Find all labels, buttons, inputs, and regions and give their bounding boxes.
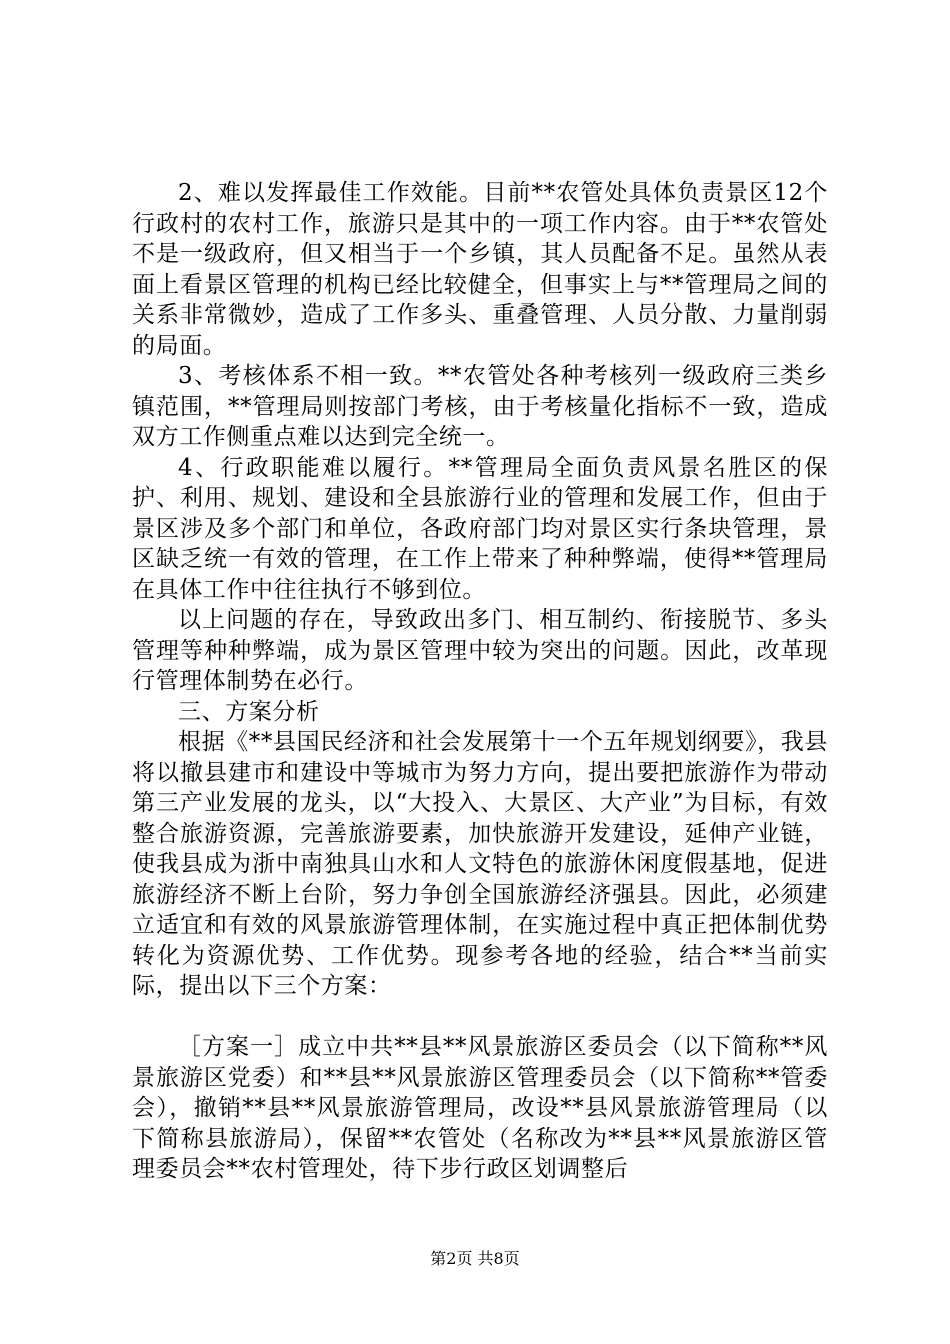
paragraph-analysis: 根据《**县国民经济和社会发展第十一个五年规划纲要》，我县将以撤县建市和建设中等城市为努力方向，提出要把旅游作为带动第三产业发展的龙头，以“大投入、大景区、大产业”为目标，有效整合旅游资源，完善旅游要素，加快旅游开发建设，延伸产业链，使我县成为浙中南独具山水和人文特色的旅游休闲度假基地，促进旅游经济不断上台阶，努力争创全国旅游经济强县。因此，必须建立适宜和有效的风景旅游管理体制，在实施过程中真正把体制优势转化为资源优势、工作优势。现参考各地的经验，结合**当前实际，提出以下三个方案： [132,729,828,999]
paragraph-conclusion: 以上问题的存在，导致政出多门、相互制约、衔接脱节、多头管理等种种弊端，成为景区管理中较为突出的问题。因此，改革现行管理体制势在必行。 [132,607,828,694]
paragraph-spacer [132,1002,828,1033]
paragraph-plan-one: ［方案一］成立中共**县**风景旅游区委员会（以下简称**风景旅游区党委）和**县**风景旅游区管理委员会（以下简称**管委会），撤销**县**风景旅游管理局，改设**县风景旅游管理局（以下简称县旅游局），保留**农管处（名称改为**县**风景旅游区管理委员会**农村管理处，待下步行政区划调整后 [132,1034,828,1182]
paragraph-point-2: 2、难以发挥最佳工作效能。目前**农管处具体负责景区12个行政村的农村工作，旅游只是其中的一项工作内容。由于**农管处不是一级政府，但又相当于一个乡镇，其人员配备不足。虽然从表面上看景区管理的机构已经比较健全，但事实上与**管理局之间的关系非常微妙，造成了工作多头、重叠管理、人员分散、力量削弱的局面。 [132,180,828,359]
paragraph-point-3: 3、考核体系不相一致。**农管处各种考核列一级政府三类乡镇范围，**管理局则按部门考核，由于考核量化指标不一致，造成双方工作侧重点难以达到完全统一。 [132,363,828,450]
paragraph-point-4: 4、行政职能难以履行。**管理局全面负责风景名胜区的保护、利用、规划、建设和全县旅游行业的管理和发展工作，但由于景区涉及多个部门和单位，各政府部门均对景区实行条块管理，景区缺乏统一有效的管理，在工作上带来了种种弊端，使得**管理局在具体工作中往往执行不够到位。 [132,454,828,603]
section-heading: 三、方案分析 [178,698,320,725]
document-body [132,178,828,1185]
page-footer: 第2页 共8页 [430,1249,520,1268]
